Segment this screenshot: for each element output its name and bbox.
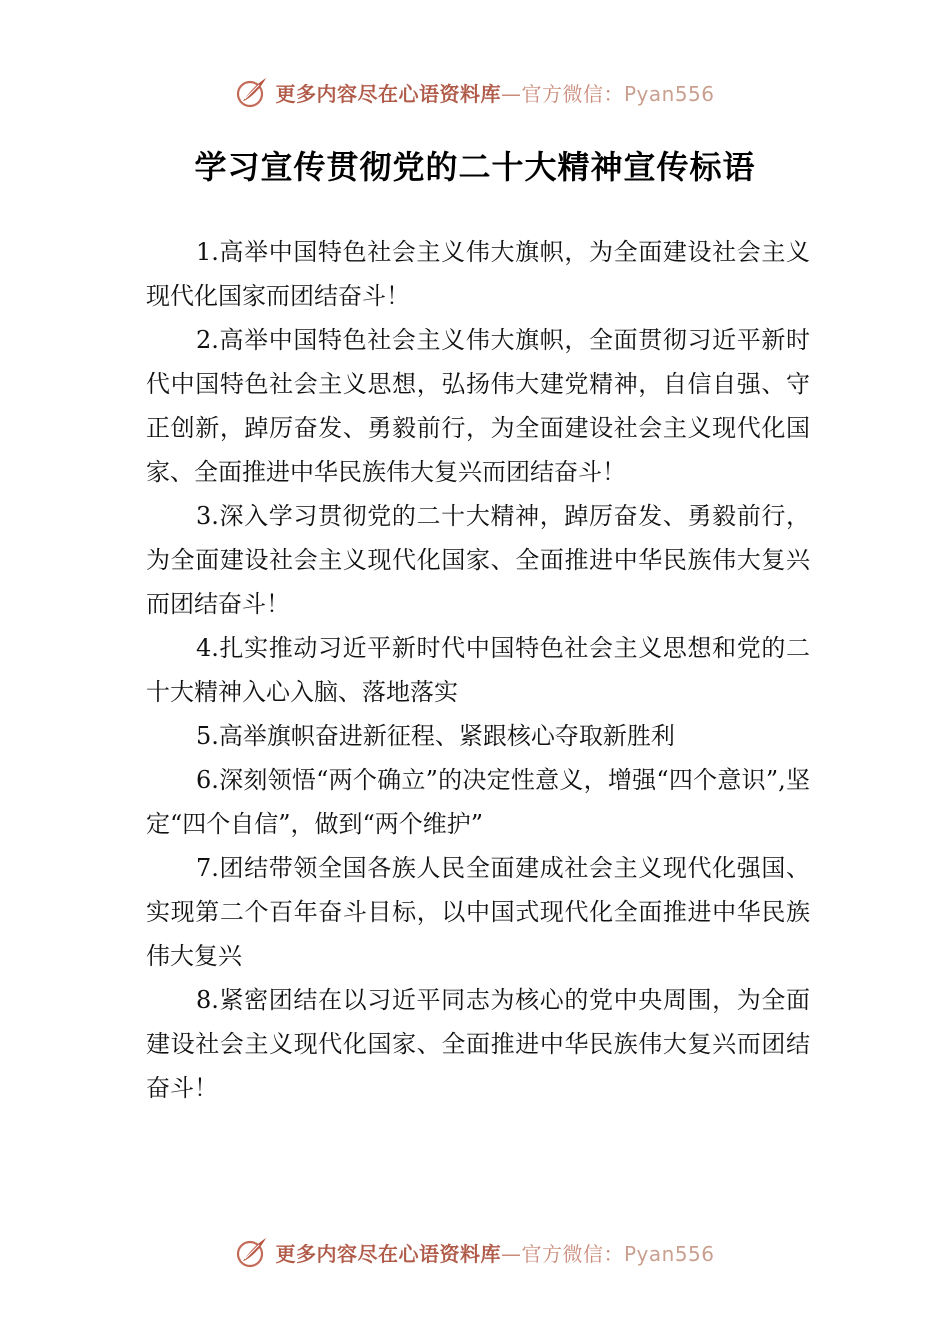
- footer-separator: —: [500, 1241, 522, 1266]
- quill-logo-icon: [235, 1235, 269, 1269]
- slogan-paragraph-2: 2.高举中国特色社会主义伟大旗帜，全面贯彻习近平新时代中国特色社会主义思想，弘扬伟大建党精神，自信自强、守正创新，踔厉奋发、勇毅前行，为全面建设社会主义现代化国家、全面推进中华民族伟大复兴而团结奋斗！: [146, 326, 810, 486]
- document-title: 学习宣传贯彻党的二十大精神宣传标语: [194, 148, 756, 186]
- header-brand: 更多内容尽在心语资料库: [275, 81, 501, 106]
- slogan-paragraph-8: 8.紧密团结在以习近平同志为核心的党中央周围，为全面建设社会主义现代化国家、全面推进中华民族伟大复兴而团结奋斗！: [146, 986, 810, 1102]
- slogan-paragraph-6: 6.深刻领悟“两个确立”的决定性意义，增强“四个意识”,坚定“四个自信”，做到“两个维护”: [146, 766, 810, 838]
- footer-brand: 更多内容尽在心语资料库: [275, 1241, 501, 1266]
- footer-text: [275, 1238, 714, 1267]
- header-handle: Pyan556: [623, 81, 715, 106]
- quill-logo-icon: [235, 75, 269, 109]
- header-label: 官方微信：: [521, 81, 624, 106]
- document-body: [146, 230, 810, 1110]
- footer-banner: [0, 1232, 950, 1272]
- slogan-paragraph-5: 5.高举旗帜奋进新征程、紧跟核心夺取新胜利: [196, 722, 675, 750]
- header-separator: —: [500, 81, 522, 106]
- header-banner: [0, 72, 950, 112]
- footer-label: 官方微信：: [521, 1241, 624, 1266]
- header-text: [275, 78, 714, 107]
- slogan-paragraph-3: 3.深入学习贯彻党的二十大精神，踔厉奋发、勇毅前行，为全面建设社会主义现代化国家、全面推进中华民族伟大复兴而团结奋斗！: [146, 502, 810, 618]
- slogan-paragraph-1: 1.高举中国特色社会主义伟大旗帜，为全面建设社会主义现代化国家而团结奋斗！: [146, 238, 810, 310]
- footer-handle: Pyan556: [623, 1241, 715, 1266]
- slogan-paragraph-7: 7.团结带领全国各族人民全面建成社会主义现代化强国、实现第二个百年奋斗目标，以中国式现代化全面推进中华民族伟大复兴: [146, 854, 810, 970]
- slogan-paragraph-4: 4.扎实推动习近平新时代中国特色社会主义思想和党的二十大精神入心入脑、落地落实: [146, 634, 810, 706]
